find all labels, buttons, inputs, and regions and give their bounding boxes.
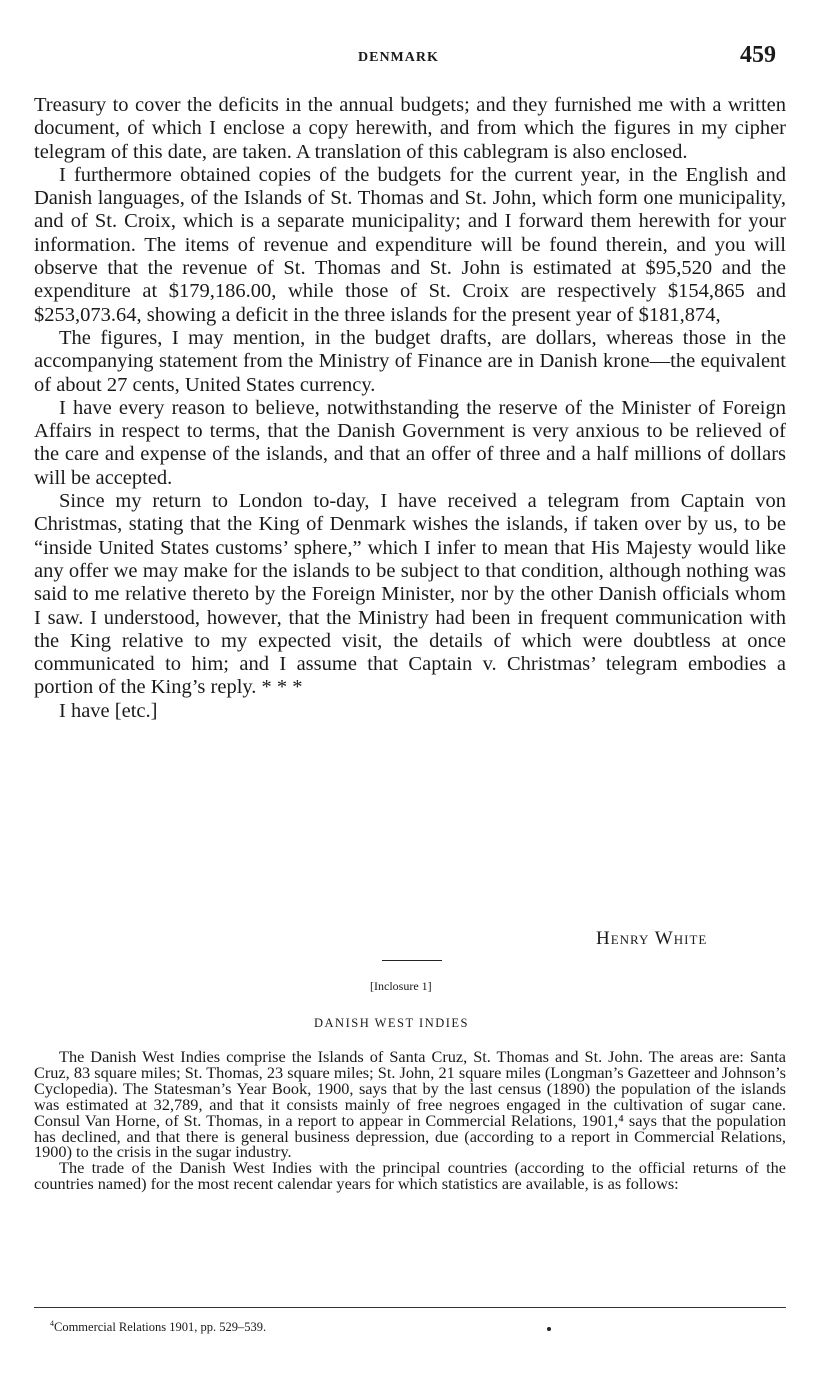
running-head: DENMARK — [358, 50, 439, 65]
letter-paragraph: I have every reason to believe, notwithstanding the reserve of the Minister of Foreign Affairs in respect to terms, that the Danish Government is very anxious to be relieved of the care and expense of the islands, and that an offer of three and a half millions of dollars will be accepted. — [34, 396, 786, 489]
footnote-text: Commercial Relations 1901, pp. 529–539. — [54, 1320, 267, 1335]
enclosure-paragraph: The trade of the Danish West Indies with the principal countries (according to the official returns of the countries named) for the most recent calendar years for which statistics are available, is as follows: — [34, 1158, 786, 1194]
section-divider — [382, 960, 442, 961]
letter-paragraph: Treasury to cover the deficits in the annual budgets; and they furnished me with a written document, of which I enclose a copy herewith, and from which the figures in my cipher telegram of this date, are taken. A translation of this cablegram is also enclosed. — [34, 94, 786, 163]
page-number: 459 — [740, 42, 776, 68]
letter-paragraph: I furthermore obtained copies of the budgets for the current year, in the English and Danish languages, of the Islands of St. Thomas and St. John, which form one municipality, and of St. Croix, which is a separate municipality; and I forward them herewith for your information. The items of revenue and expenditure will be found therein, and you will observe that the revenue of St. Thomas and St. John is estimated at $95,520 and the expenditure at $179,186.00, while those of St. Croix are respectively $154,865 and $253,073.64, showing a deficit in the three islands for the present year of $181,874, — [34, 163, 786, 326]
section-heading: DANISH WEST INDIES — [314, 1016, 470, 1030]
footnote-marker: 4 — [50, 1319, 54, 1328]
letter-closing: I have [etc.] — [59, 699, 158, 722]
enclosure-body — [34, 1049, 786, 1192]
letter-body — [34, 94, 786, 723]
letter-paragraph: The figures, I may mention, in the budget drafts, are dollars, whereas those in the accompanying statement from the Ministry of Finance are in Danish krone—the equivalent of about 27 cents, United States currency. — [34, 326, 786, 396]
letter-paragraph: Since my return to London to-day, I have received a telegram from Captain von Christmas, stating that the King of Denmark wishes the islands, if taken over by us, to be “inside United States customs’ sphere,” which I infer to mean that His Majesty would like any offer we may make for the islands to be subject to that condition, although nothing was said to me relative thereto by the Foreign Minister, nor by the other Danish officials whom I saw. I understood, however, that the Ministry had been in frequent communication with the King relative to my expected visit, the details of which were doubtless at once communicated to him; and I assume that Captain v. Christmas’ telegram embodies a portion of the King’s reply. * * * — [34, 490, 786, 699]
footnote — [50, 1319, 266, 1335]
signature: Henry White — [596, 928, 708, 949]
footnote-divider — [34, 1307, 786, 1308]
print-speck — [547, 1327, 551, 1331]
inclosure-label: [Inclosure 1] — [370, 979, 432, 993]
enclosure-paragraph: The Danish West Indies comprise the Islands of Santa Cruz, St. Thomas and St. John. The areas are: Santa Cruz, 83 square miles; St. Thomas, 23 square miles; St. John, 21 square miles (Longman’s Gazetteer and Johnson’s Cyclopedia). The Statesman’s Year Book, 1900, says that by the last census (1890) the population of the islands was estimated at 32,789, and that it consists mainly of free negroes engaged in the cultivation of sugar cane. Consul Van Horne, of St. Thomas, in a report to appear in Commercial Relations, 1901,⁴ says that the population has declined, and that there is general business depression, due (according to a report in Commercial Relations, 1900) to the crisis in the sugar industry. — [34, 1047, 786, 1162]
